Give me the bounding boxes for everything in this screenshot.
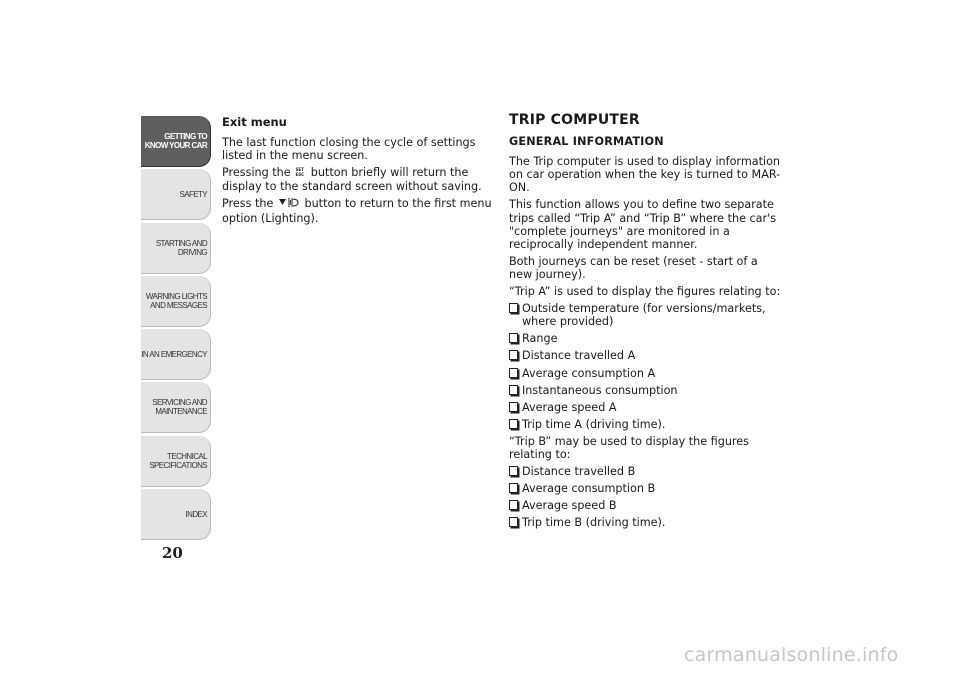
list-item-text: Trip time B (driving time). <box>522 516 666 530</box>
checkbox-bullet-icon <box>509 350 518 360</box>
checkbox-bullet-icon <box>509 402 518 412</box>
list-item-text: Distance travelled A <box>522 349 636 363</box>
trip-computer-title: TRIP COMPUTER <box>509 112 640 128</box>
exit-menu-heading: Exit menu <box>222 115 287 129</box>
list-item <box>509 332 784 345</box>
list-item <box>509 465 784 478</box>
text-fragment: Press the <box>222 197 274 211</box>
tab-label: WARNING LIGHTS AND MESSAGES <box>145 291 207 310</box>
reset-paragraph: Both journeys can be reset (reset - start of a new journey). <box>509 254 758 281</box>
tab-label: IN AN EMERGENCY <box>141 349 207 359</box>
tab-label: SERVICING AND MAINTENANCE <box>152 398 207 417</box>
trips-paragraph: This function allows you to define two separate trips called “Trip A” and “Trip B” where the car's "complete journeys" are monitored in a reciprocally independent manner. <box>509 198 777 251</box>
list-item-text: Average consumption A <box>522 366 656 380</box>
trip-b-intro: “Trip B” may be used to display the figures relating to: <box>509 434 749 461</box>
tab-starting-and-driving[interactable] <box>141 223 211 274</box>
tab-in-an-emergency[interactable] <box>141 329 211 380</box>
checkbox-bullet-icon <box>509 333 518 343</box>
list-item-text: Range <box>522 332 558 346</box>
tab-label: SAFETY <box>179 189 207 199</box>
watermark: carmanualsonline.info <box>684 644 899 666</box>
list-item-text: Outside temperature (for versions/markets, where provided) <box>522 302 766 329</box>
list-item <box>509 367 784 380</box>
tab-label: STARTING AND DRIVING <box>155 238 207 257</box>
tab-label: INDEX <box>185 509 207 519</box>
list-item-text: Instantaneous consumption <box>522 383 678 397</box>
list-item <box>509 401 784 414</box>
trip-a-list <box>509 302 784 431</box>
down-arrow-light-icon <box>278 197 300 211</box>
set-button-paragraph <box>222 166 494 193</box>
tab-getting-to-know-your-car[interactable] <box>141 116 211 167</box>
text-fragment: button to return to the first menu option (Lighting). <box>222 197 492 225</box>
list-item-text: Average speed B <box>522 499 617 513</box>
tab-label: GETTING TO KNOW YOUR CAR <box>144 132 207 150</box>
tab-safety[interactable] <box>141 169 211 220</box>
checkbox-bullet-icon <box>509 517 518 527</box>
list-item-text: Trip time A (driving time). <box>522 417 666 431</box>
list-item <box>509 418 784 431</box>
checkbox-bullet-icon <box>509 419 518 429</box>
list-item <box>509 302 784 328</box>
down-button-paragraph <box>222 197 494 224</box>
list-item-text: Distance travelled B <box>522 465 636 479</box>
right-column <box>509 114 784 533</box>
intro-paragraph: The Trip computer is used to display information on car operation when the key is turned to MAR-ON. <box>509 155 781 195</box>
tab-technical-specifications[interactable] <box>141 436 211 487</box>
exit-menu-paragraph: The last function closing the cycle of settings listed in the menu screen. <box>222 136 476 163</box>
set-esc-button-icon <box>295 167 306 180</box>
checkbox-bullet-icon <box>509 368 518 378</box>
chapter-tabs <box>141 116 211 542</box>
checkbox-bullet-icon <box>509 483 518 493</box>
trip-b-list <box>509 465 784 529</box>
page-number: 20 <box>162 544 183 562</box>
text-fragment: button briefly will return the display to the standard screen without saving. <box>222 166 482 194</box>
checkbox-bullet-icon <box>509 385 518 395</box>
list-item <box>509 384 784 397</box>
list-item <box>509 482 784 495</box>
list-item-text: Average consumption B <box>522 482 656 496</box>
list-item <box>509 516 784 529</box>
checkbox-bullet-icon <box>509 303 518 313</box>
tab-index[interactable] <box>141 489 211 540</box>
list-item-text: Average speed A <box>522 400 617 414</box>
checkbox-bullet-icon <box>509 466 518 476</box>
svg-text:SET: SET <box>295 167 305 173</box>
tab-label: TECHNICAL SPECIFICATIONS <box>149 451 207 470</box>
general-information-heading: GENERAL INFORMATION <box>509 135 664 149</box>
left-column <box>222 114 494 229</box>
tab-warning-lights[interactable] <box>141 276 211 327</box>
svg-text:ESC: ESC <box>295 172 305 178</box>
trip-a-intro: “Trip A” is used to display the figures relating to: <box>509 285 781 299</box>
checkbox-bullet-icon <box>509 500 518 510</box>
tab-servicing-and-maintenance[interactable] <box>141 382 211 433</box>
text-fragment: Pressing the <box>222 166 291 180</box>
list-item <box>509 499 784 512</box>
list-item <box>509 349 784 362</box>
